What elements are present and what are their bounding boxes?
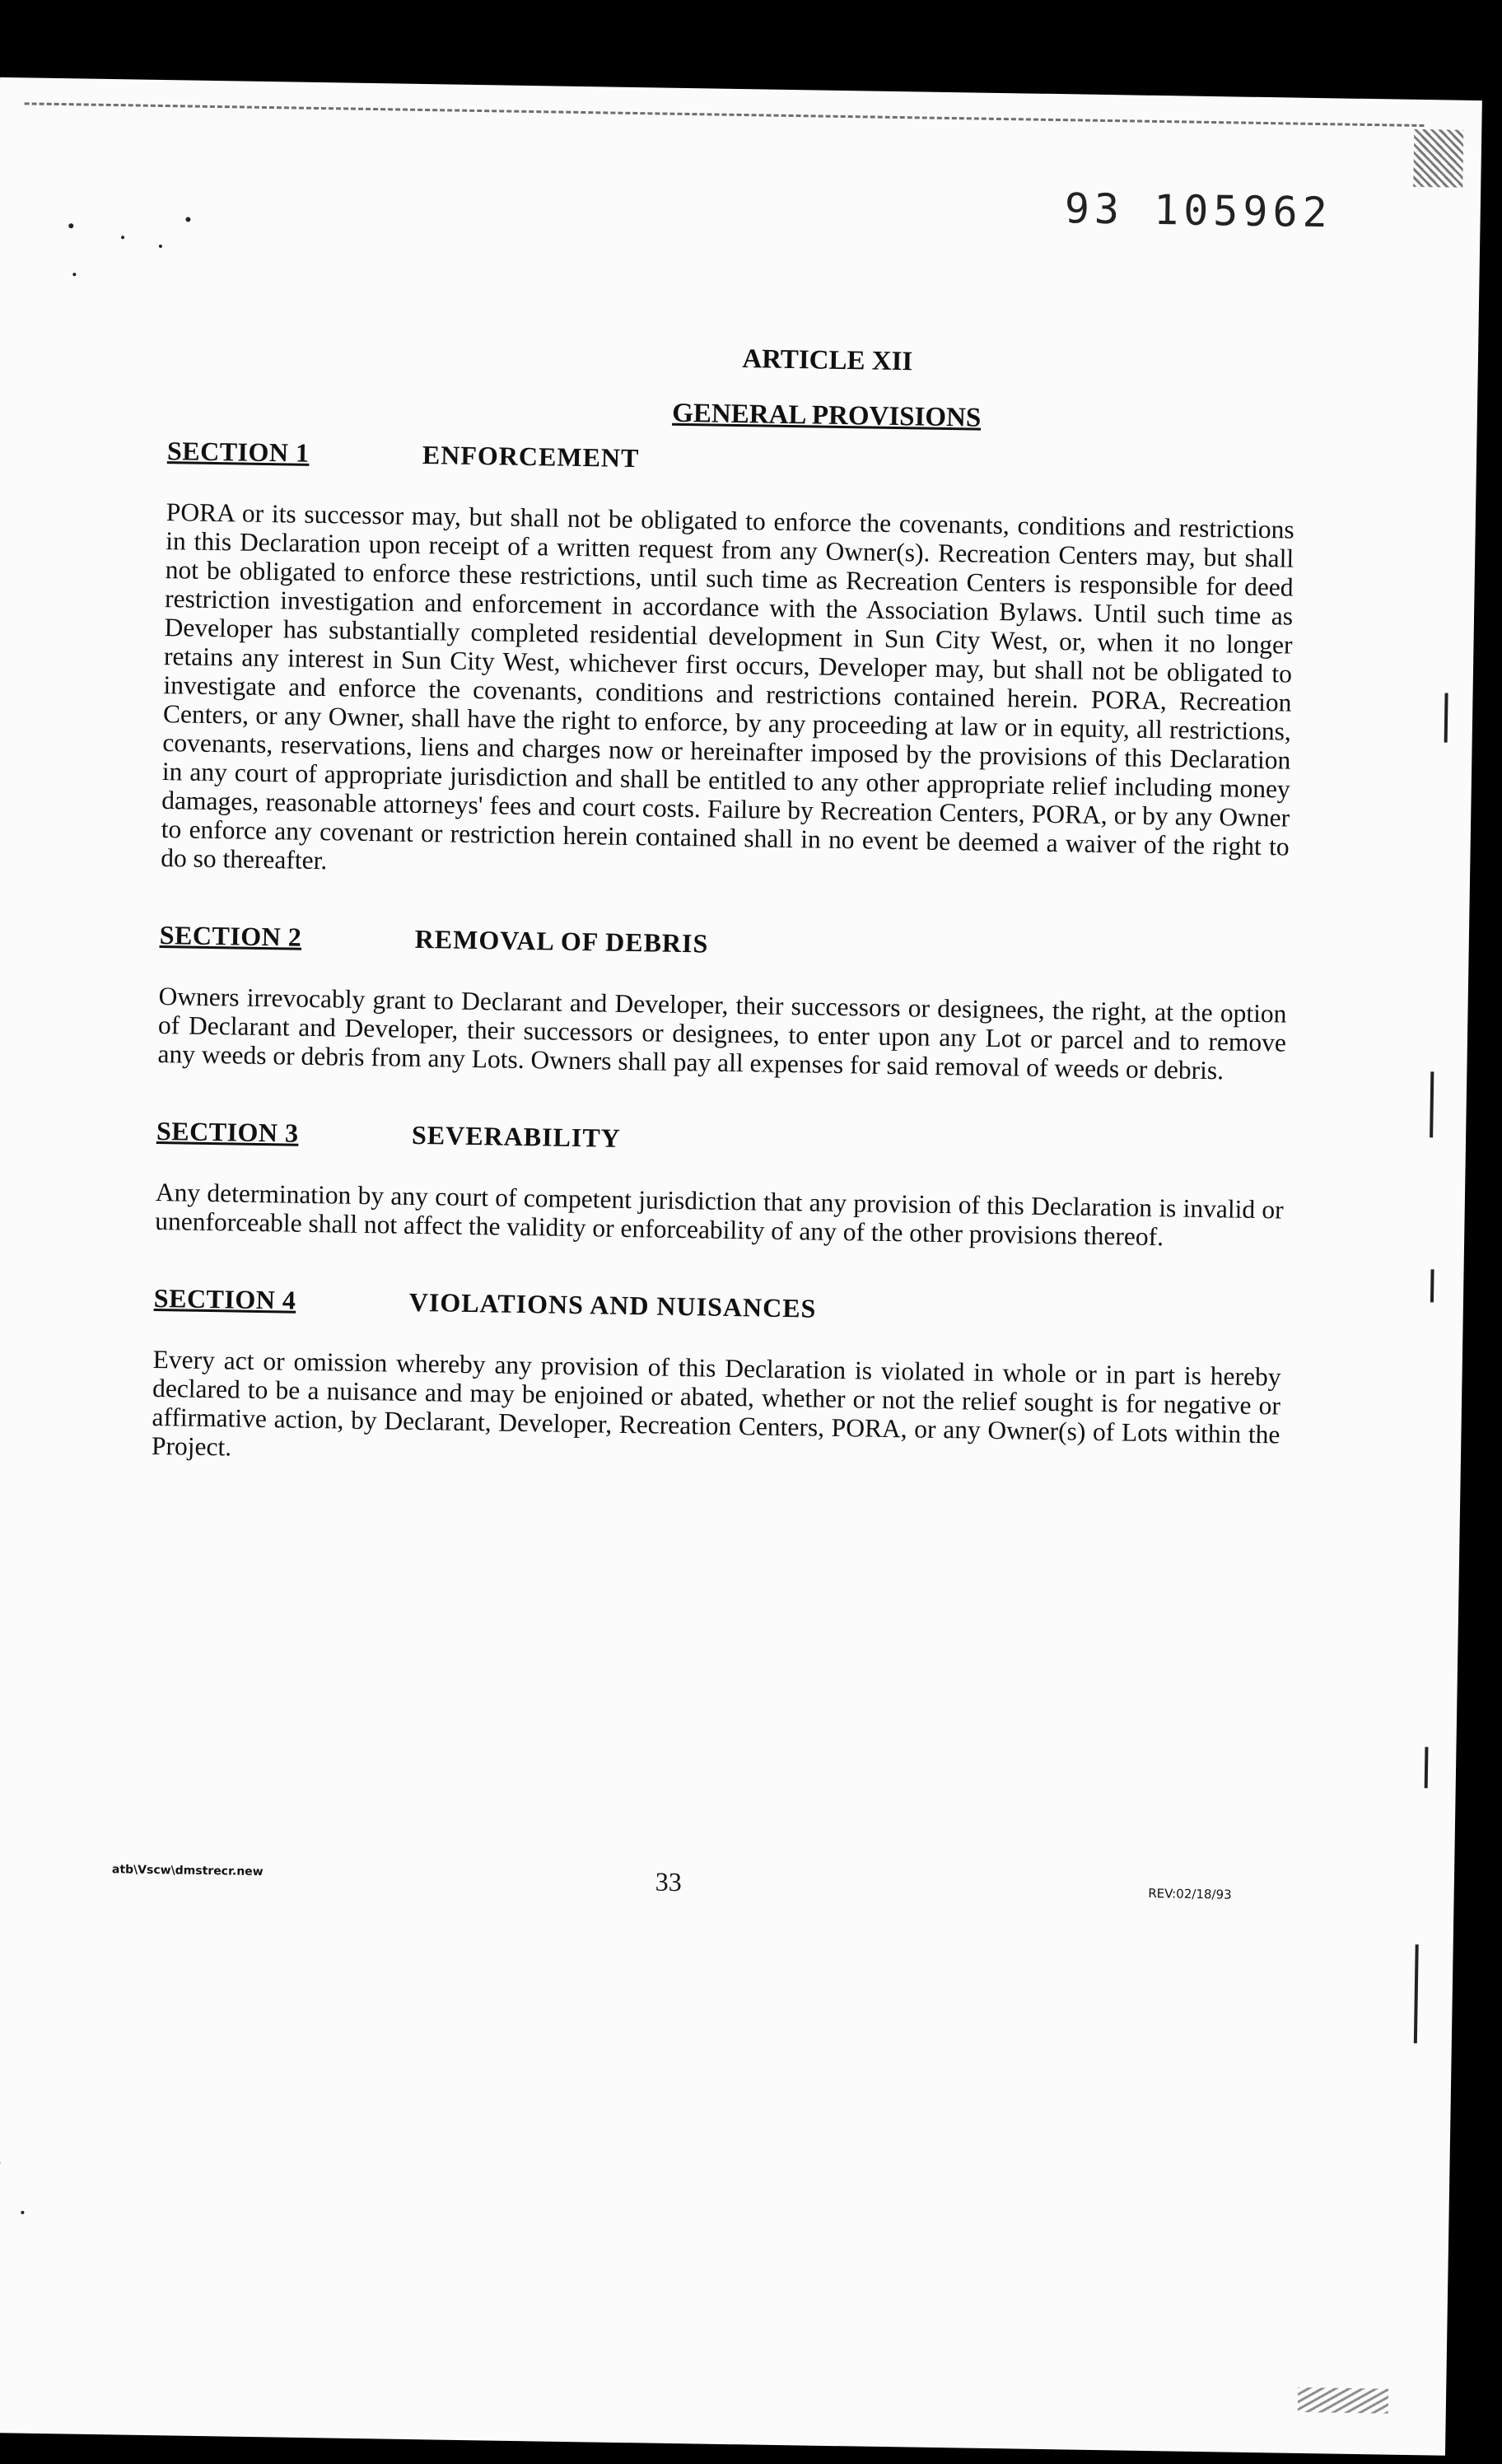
section-title: VIOLATIONS AND NUISANCES <box>408 1286 817 1323</box>
document-number: 93 105962 <box>1064 184 1333 237</box>
section-heading <box>156 1116 1285 1164</box>
section-title: REMOVAL OF DEBRIS <box>414 923 709 959</box>
scan-edge-mark <box>1430 1071 1434 1137</box>
section-body: Any determination by any court of competent jurisdiction that any provision of this Declaration is invalid or unenforceable shall not affect the validity or enforceability of any of the other provisions thereof. <box>155 1177 1284 1252</box>
scan-edge-mark <box>1430 1269 1434 1302</box>
scan-speck <box>68 223 73 228</box>
document-page <box>0 77 1482 2456</box>
section-body: Owners irrevocably grant to Declarant and Developer, their successors or designees, the right, at the option of Declarant and Developer, their successors or designees, to enter upon any Lot or parcel and to remove any weeds or debris from any Lots. Owners shall pay all expenses for said removal of weeds or debris. <box>157 982 1287 1085</box>
section-body: PORA or its successor may, but shall not be obligated to enforce the covenants, conditions and restrictions in this Declaration upon receipt of a written request from any Owner(s). Recreation Centers may, but shall not be obligated to enforce these restrictions, until such time as Recreation Centers is responsible for deed restriction investigation and enforcement in accordance with the Association Bylaws. Until such time as Developer has substantially completed residential development in Sun City West, or, when it no longer retains any interest in Sun City West, whichever first occurs, Developer may, but shall not be obligated to investigate and enforce the covenants, conditions and restrictions contained herein. PORA, Recreation Centers, or any Owner, shall have the right to enforce, by any proceeding at law or in equity, all restrictions, covenants, reservations, liens and charges now or hereinafter imposed by the provisions of this Declaration in any court of appropriate jurisdiction and shall be entitled to any other appropriate relief including money damages, reasonable attorneys' fees and court costs. Failure by Recreation Centers, PORA, or by any Owner to enforce any covenant or restriction herein contained shall in no event be deemed a waiver of the right to do so thereafter. <box>160 497 1294 875</box>
page-number: 33 <box>655 1866 683 1897</box>
article-title: ARTICLE XII <box>742 344 913 377</box>
scan-edge-mark <box>1414 1944 1419 2043</box>
section-label: SECTION 2 <box>159 920 302 952</box>
scan-speck <box>159 245 162 248</box>
scan-speck <box>121 236 124 239</box>
section-label: SECTION 3 <box>156 1116 299 1148</box>
section-label: SECTION 1 <box>166 436 310 468</box>
section-violations-and-nuisances <box>152 1283 1282 1477</box>
scan-edge-mark <box>1444 693 1448 743</box>
file-path-label: atb\Vscw\dmstrecr.new <box>111 1863 264 1879</box>
section-heading <box>167 436 1295 484</box>
scan-corner-mark <box>1298 2387 1388 2414</box>
section-removal-of-debris <box>157 920 1288 1085</box>
page-footer <box>111 1858 1265 1917</box>
section-title: ENFORCEMENT <box>422 439 640 474</box>
revision-date: REV:02/18/93 <box>1148 1886 1232 1902</box>
section-label: SECTION 4 <box>153 1282 296 1315</box>
section-heading <box>154 1283 1282 1332</box>
scan-speck <box>21 2211 24 2214</box>
scan-edge-mark <box>1425 1747 1429 1788</box>
article-subtitle: GENERAL PROVISIONS <box>672 398 982 433</box>
scan-speck <box>72 273 76 276</box>
scan-noise-line <box>25 102 1425 127</box>
section-body: Every act or omission whereby any provision of this Declaration is violated in whole or in part is hereby declared to be a nuisance and may be enjoined or abated, whether or not the relief sought is for negative or affirmative action, by Declarant, Developer, Recreation Centers, PORA, or any Owner(s) of Lots within the Project. <box>151 1344 1281 1462</box>
document-body <box>151 335 1297 1525</box>
scan-speck <box>185 217 190 222</box>
section-heading <box>159 920 1287 968</box>
section-title: SEVERABILITY <box>411 1119 622 1153</box>
section-enforcement <box>161 436 1295 889</box>
section-severability <box>155 1116 1285 1253</box>
scan-scribble-mark <box>1413 129 1463 188</box>
